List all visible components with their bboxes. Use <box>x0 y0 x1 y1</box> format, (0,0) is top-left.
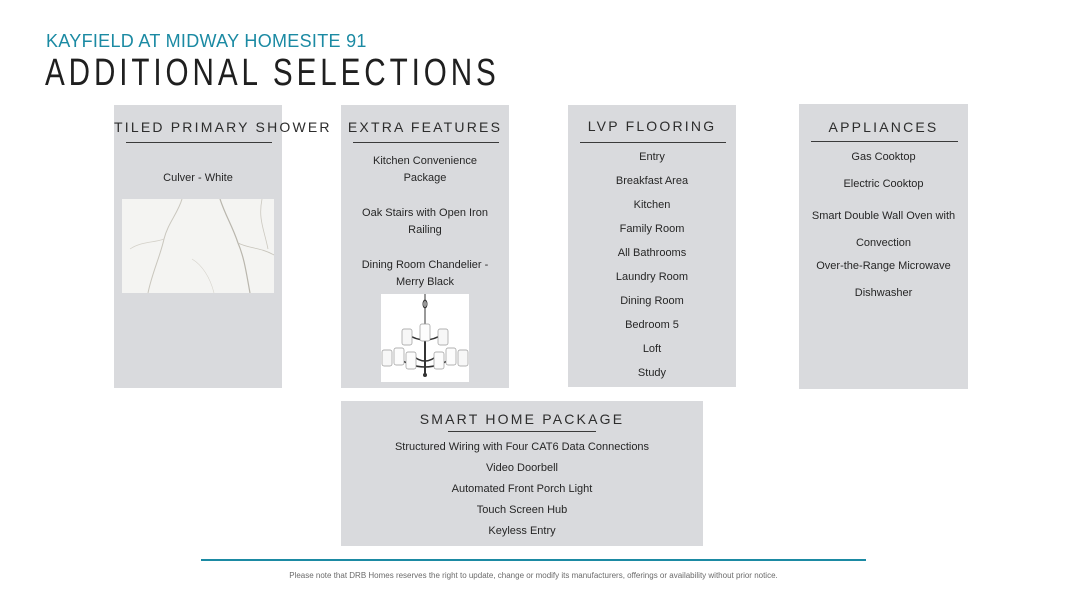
list-item: Kitchen Convenience Package <box>373 155 477 184</box>
page-title: ADDITIONAL SELECTIONS <box>45 52 500 94</box>
card-title: LVP FLOORING <box>587 118 717 134</box>
card-divider <box>353 142 499 143</box>
list-item: Culver - White <box>163 172 233 184</box>
card-appliances <box>799 104 968 389</box>
list-item: Touch Screen Hub <box>476 504 568 516</box>
list-item: Smart Double Wall Oven with Convection <box>811 210 956 249</box>
card-divider <box>126 142 272 143</box>
list-item: Video Doorbell <box>486 462 558 474</box>
card-lvp-flooring <box>568 105 736 387</box>
card-smart-home-package <box>341 401 703 546</box>
page-subtitle: KAYFIELD AT MIDWAY HOMESITE 91 <box>46 31 367 51</box>
footer-divider <box>201 559 866 561</box>
list-item: Bedroom 5 <box>625 319 679 331</box>
list-item: Loft <box>642 343 662 355</box>
footer-note: Please note that DRB Homes reserves the right to update, change or modify its manufacturers, offerings or availability without prior notice. <box>289 571 778 580</box>
list-item: Gas Cooktop <box>851 151 916 163</box>
list-item: Dining Room Chandelier - Merry Black <box>361 259 489 288</box>
list-item: Oak Stairs with Open Iron Railing <box>362 207 488 236</box>
card-title: TILED PRIMARY SHOWER <box>114 119 332 135</box>
card-tiled-primary-shower <box>114 105 332 388</box>
card-title: EXTRA FEATURES <box>347 119 503 135</box>
card-divider <box>448 431 596 432</box>
marble-tile-swatch-icon <box>122 199 274 293</box>
card-divider <box>580 142 726 143</box>
list-item: Breakfast Area <box>615 175 689 187</box>
list-item: Over-the-Range Microwave <box>816 260 951 272</box>
chandelier-icon <box>381 294 469 382</box>
list-item: Dining Room <box>620 295 684 307</box>
list-item: Kitchen <box>633 199 671 211</box>
list-item: Study <box>637 367 667 379</box>
list-item: Entry <box>639 151 665 163</box>
list-item: Family Room <box>619 223 685 235</box>
card-divider <box>811 141 958 142</box>
list-item: All Bathrooms <box>617 247 687 259</box>
card-extra-features <box>341 105 509 388</box>
list-item: Laundry Room <box>615 271 689 283</box>
card-title: SMART HOME PACKAGE <box>419 411 625 427</box>
card-title: APPLIANCES <box>828 119 939 135</box>
list-item: Keyless Entry <box>488 525 556 537</box>
list-item: Dishwasher <box>854 287 913 299</box>
list-item: Automated Front Porch Light <box>451 483 593 495</box>
list-item: Structured Wiring with Four CAT6 Data Connections <box>394 441 650 453</box>
list-item: Electric Cooktop <box>843 178 924 190</box>
